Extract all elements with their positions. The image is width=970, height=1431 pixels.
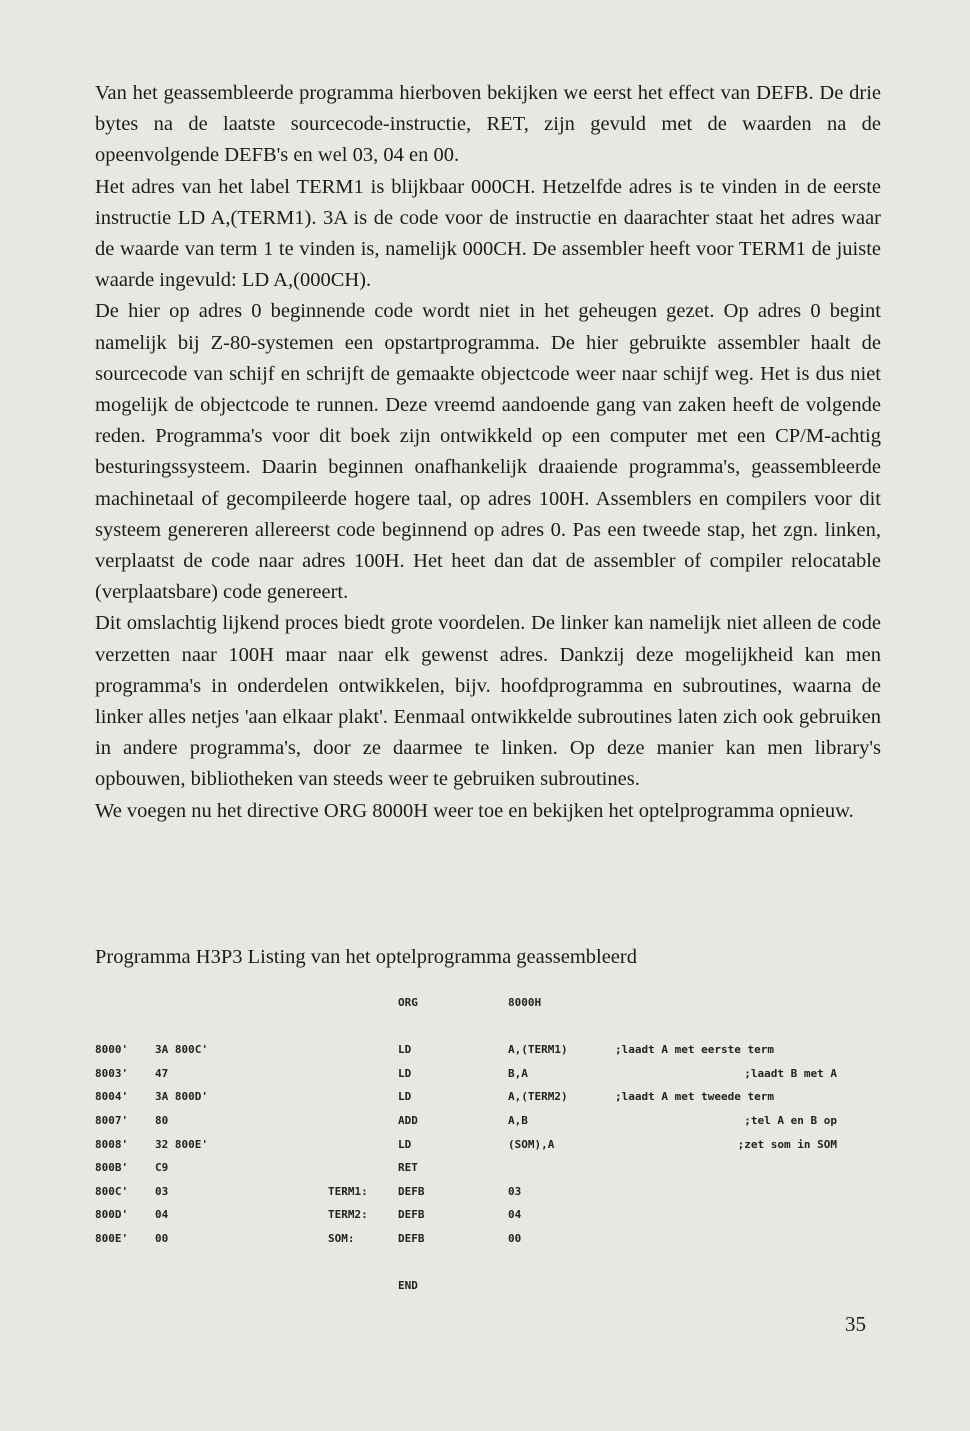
listing-comment: ;laadt A met eerste term [615,1043,774,1057]
listing-opcode: LD [398,1090,412,1104]
listing-label: TERM1: [328,1184,368,1198]
listing-object-code: 47 [155,1066,169,1080]
listing-caption: Programma H3P3 Listing van het optelprogramma geassembleerd [95,946,637,968]
listing-row [95,1204,875,1228]
paragraph-address-zero: De hier op adres 0 beginnende code wordt niet in het geheugen gezet. Op adres 0 begint namelijk bij Z-80-systemen een opstartprogramma. De hier gebruikte assembler haalt de sourcecode van schijf en schrijft de gemaakte objectcode weer naar schijf weg. Het is dus niet mogelijk de objectcode te runnen. Deze vreemd aandoende gang van zaken heeft de volgende reden. Programma's voor dit boek zijn ontwikkeld op een computer met een CP/M-achtig besturingssysteem. Daarin beginnen onafhankelijk draaiende programma's, geassembleerde machinetaal of gecompileerde hogere taal, op adres 100H. Assemblers en compilers voor dit systeem genereren allereerst code beginnend op adres 0. Pas een tweede stap, het zgn. linken, verplaatst de code naar adres 100H. Het heet dan dat de assembler of compiler relocatable (verplaatsbare) code genereert. [95,300,881,604]
listing-object-code: 3A 800D' [155,1090,208,1104]
paragraph-org-directive: We voegen nu het directive ORG 8000H weer toe en bekijken het optelprogramma opnieuw. [95,799,854,822]
listing-opcode: DEFB [398,1184,425,1198]
listing-operand: A,(TERM2) [508,1090,568,1104]
listing-address: 800B' [95,1161,129,1175]
paragraph-defb-effect: Van het geassembleerde programma hierboven bekijken we eerst het effect van DEFB. De drie bytes na de laatste sourcecode-instructie, RET, zijn gevuld met de waarden na de opeenvolgende DEFB's en wel 03, 04 en 00. [95,82,881,167]
listing-opcode: RET [398,1161,418,1175]
listing-operand: (SOM),A [508,1137,555,1151]
listing-opcode: END [398,1279,418,1293]
listing-operand: 04 [508,1208,522,1222]
assembler-listing [95,992,875,1299]
listing-opcode: DEFB [398,1231,425,1245]
listing-address: 8000' [95,1043,129,1057]
listing-opcode: ORG [398,996,418,1009]
listing-row [95,1252,875,1276]
listing-row [95,1039,875,1063]
listing-operand: 8000H [508,996,542,1009]
listing-row [95,1134,875,1158]
listing-operand: 00 [508,1231,522,1245]
listing-comment: ;tel A en B op [744,1113,837,1127]
listing-address: 8004' [95,1090,129,1104]
listing-address: 800D' [95,1208,129,1222]
paragraph-term1-address: Het adres van het label TERM1 is blijkbaar 000CH. Hetzelfde adres is te vinden in de eerste instructie LD A,(TERM1). 3A is de code voor de instructie en daarachter staat het adres waar de waarde van term 1 te vinden is, namelijk 000CH. De assembler heeft voor TERM1 de juiste waarde ingevuld: LD A,(000CH). [95,175,881,292]
listing-object-code: 00 [155,1231,169,1245]
listing-operand: B,A [508,1066,528,1080]
listing-object-code: 80 [155,1113,169,1127]
body-text [95,78,881,827]
listing-row [95,1110,875,1134]
page-number: 35 [845,1312,866,1336]
listing-label: SOM: [328,1231,355,1245]
paragraph-linker-advantages: Dit omslachtig lijkend proces biedt grote voordelen. De linker kan namelijk niet alleen de code verzetten naar 100H maar naar elk gewenst adres. Dankzij deze mogelijkheid kan men programma's in onderdelen ontwikkelen, bijv. hoofdprogramma en subroutines, waarna de linker alles netjes 'aan elkaar plakt'. Eenmaal ontwikkelde subroutines laten zich ook gebruiken in andere programma's, door ze daarmee te linken. Op deze manier kan men library's opbouwen, bibliotheken van steeds weer te gebruiken subroutines. [95,612,881,791]
listing-address: 8003' [95,1066,129,1080]
listing-row [95,1275,875,1299]
listing-row [95,1016,875,1040]
listing-comment: ;laadt A met tweede term [615,1090,774,1104]
listing-opcode: DEFB [398,1208,425,1222]
listing-address: 800C' [95,1184,129,1198]
listing-opcode: LD [398,1137,412,1151]
listing-address: 8008' [95,1137,129,1151]
listing-row [95,1157,875,1181]
listing-address: 800E' [95,1231,129,1245]
listing-opcode: LD [398,1043,412,1057]
listing-object-code: 03 [155,1184,169,1198]
listing-row [95,1228,875,1252]
listing-object-code: 3A 800C' [155,1043,208,1057]
listing-comment: ;zet som in SOM [737,1137,837,1151]
listing-row [95,992,875,1016]
listing-operand: A,(TERM1) [508,1043,568,1057]
listing-address: 8007' [95,1113,129,1127]
listing-operand: A,B [508,1113,528,1127]
listing-row [95,1086,875,1110]
listing-object-code: 32 800E' [155,1137,208,1151]
listing-comment: ;laadt B met A [744,1066,837,1080]
listing-label: TERM2: [328,1208,368,1222]
listing-row [95,1181,875,1205]
listing-row [95,1063,875,1087]
listing-object-code: C9 [155,1161,169,1175]
listing-object-code: 04 [155,1208,169,1222]
listing-operand: 03 [508,1184,522,1198]
listing-opcode: ADD [398,1113,418,1127]
listing-opcode: LD [398,1066,412,1080]
